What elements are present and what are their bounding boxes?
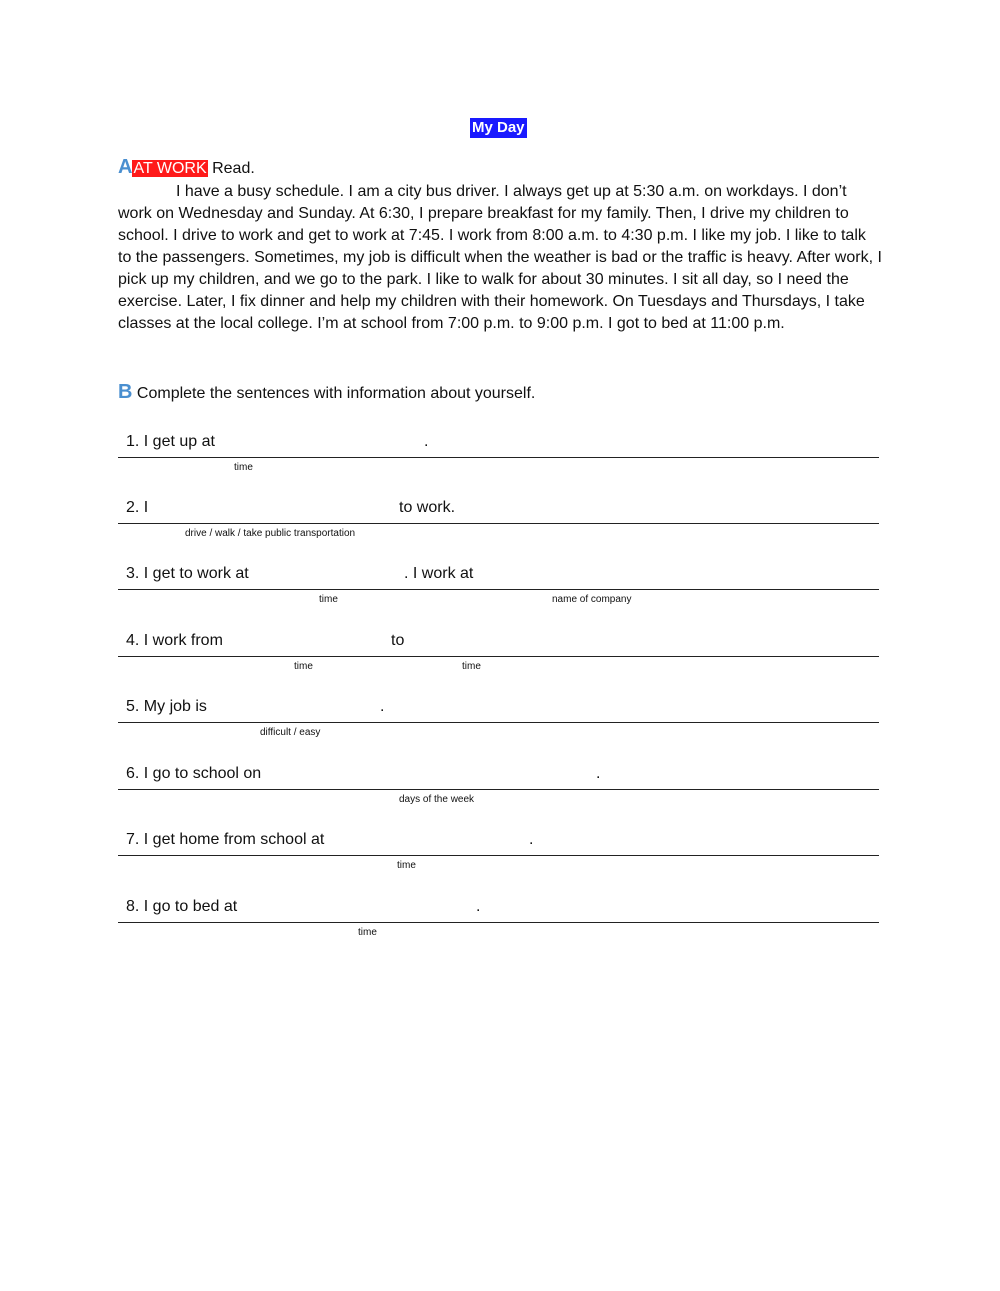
answer-line-1[interactable]: [118, 457, 879, 458]
item-3-hint-company: name of company: [552, 594, 632, 605]
item-1-prefix: 1. I get up at: [126, 433, 215, 450]
item-6-end: .: [596, 765, 601, 782]
answer-line-6[interactable]: [118, 789, 879, 790]
item-4-hint-from: time: [294, 661, 313, 672]
answer-line-4[interactable]: [118, 656, 879, 657]
item-3-mid: . I work at: [404, 565, 474, 582]
item-5-hint: difficult / easy: [260, 727, 321, 738]
section-b-heading: [118, 381, 535, 405]
item-3-prefix: 3. I get to work at: [126, 565, 249, 582]
exercise-item-4[interactable]: [118, 619, 879, 685]
section-a-instruction: Read.: [212, 160, 255, 177]
item-8-prefix: 8. I go to bed at: [126, 898, 238, 915]
exercise-item-7[interactable]: [118, 818, 879, 884]
item-4-prefix: 4. I work from: [126, 632, 223, 649]
item-8-hint: time: [358, 927, 377, 938]
exercise-item-2[interactable]: [118, 486, 879, 552]
item-7-hint: time: [397, 860, 416, 871]
answer-line-2[interactable]: [118, 523, 879, 524]
section-b-letter: B: [118, 381, 133, 403]
answer-line-8[interactable]: [118, 922, 879, 923]
reading-passage: I have a busy schedule. I am a city bus driver. I always get up at 5:30 a.m. on workdays. I don’t work on Wednesday and Sunday. At 6:30, I prepare breakfast for my family. Then, I drive my children to school. I drive to work and get to work at 7:45. I work from 8:00 a.m. to 4:30 p.m. I like my job. I like to talk to the passengers. Sometimes, my job is difficult when the weather is bad or the traffic is heavy. After work, I pick up my children, and we go to the park. I like to walk for about 30 minutes. I sit all day, so I need the exercise. Later, I fix dinner and help my children with their homework. On Tuesdays and Thursdays, I take classes at the local college. I’m at school from 7:00 p.m. to 9:00 p.m. I got to bed at 11:00 p.m.: [118, 183, 882, 332]
item-5-prefix: 5. My job is: [126, 698, 207, 715]
item-2-prefix: 2. I: [126, 499, 149, 516]
answer-line-3[interactable]: [118, 589, 879, 590]
section-b-instruction: Complete the sentences with information about yourself.: [136, 385, 536, 402]
answer-line-7[interactable]: [118, 855, 879, 856]
exercise-item-5[interactable]: [118, 685, 879, 751]
exercise-item-3[interactable]: [118, 552, 879, 618]
item-4-mid: to: [391, 632, 405, 649]
item-7-prefix: 7. I get home from school at: [126, 831, 325, 848]
item-3-hint-time: time: [319, 594, 338, 605]
item-6-prefix: 6. I go to school on: [126, 765, 262, 782]
item-5-end: .: [380, 698, 385, 715]
item-1-hint: time: [234, 462, 253, 473]
page-title: My Day: [472, 119, 525, 136]
item-2-hint: drive / walk / take public transportation: [185, 528, 356, 539]
item-1-end: .: [424, 433, 429, 450]
item-8-end: .: [476, 898, 481, 915]
section-a-heading: [118, 156, 255, 180]
item-2-end: to work.: [399, 499, 456, 516]
item-4-hint-to: time: [462, 661, 481, 672]
exercise-item-8[interactable]: [118, 885, 879, 951]
exercise-item-6[interactable]: [118, 752, 879, 818]
answer-line-5[interactable]: [118, 722, 879, 723]
section-a-letter: A: [118, 156, 133, 178]
item-7-end: .: [529, 831, 534, 848]
item-6-hint: days of the week: [399, 794, 475, 805]
at-work-badge: AT WORK: [133, 160, 207, 177]
exercise-item-1[interactable]: [118, 420, 879, 486]
